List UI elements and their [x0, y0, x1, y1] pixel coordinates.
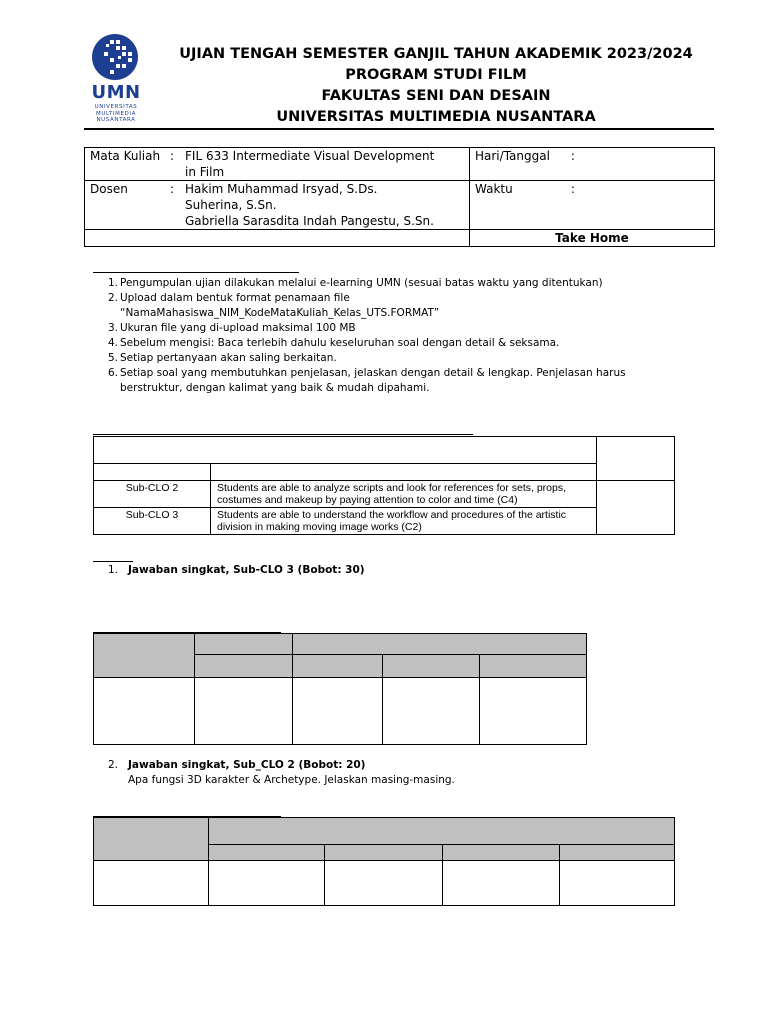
instruction-list	[108, 276, 648, 396]
lecturer-name: Suherina, S.Sn.	[185, 198, 277, 212]
time-label: Waktu	[475, 182, 513, 196]
header-divider	[84, 128, 714, 130]
question-1	[108, 563, 608, 578]
clo-description: Students are able to analyze scripts and look for references for sets, props, costumes and makeup by paying attention to color and time (C4)	[211, 481, 597, 508]
instruction-item	[108, 366, 648, 396]
rubric-header-cell	[94, 634, 195, 678]
logo-subtitle	[86, 104, 146, 124]
question-number: 1.	[108, 564, 119, 576]
item-number: 6.	[108, 367, 119, 379]
lecturer-cell	[85, 181, 470, 230]
rubric-grid-2	[93, 817, 675, 906]
umn-logo	[86, 34, 146, 126]
rubric-cell	[383, 678, 480, 745]
clo-subheader-cell	[94, 464, 211, 481]
section-rule	[93, 272, 299, 273]
course-label: Mata Kuliah	[90, 149, 161, 163]
date-cell	[470, 148, 715, 181]
rubric-header-cell	[195, 655, 293, 678]
rubric-header-cell	[383, 655, 480, 678]
rubric-cell	[443, 861, 560, 906]
colon: :	[170, 182, 175, 196]
colon: :	[570, 182, 575, 196]
clo-subheader-cell	[211, 464, 597, 481]
item-text: Setiap pertanyaan akan saling berkaitan.	[120, 352, 337, 364]
item-text: Ukuran file yang di-upload maksimal 100 MB	[120, 322, 356, 334]
rubric-header-cell	[209, 844, 325, 860]
rubric-cell	[209, 861, 325, 906]
rubric-cell	[195, 678, 293, 745]
question-title: Jawaban singkat, Sub_CLO 2 (Bobot: 20)	[128, 759, 366, 771]
lecturer-label: Dosen	[90, 182, 128, 196]
exam-mode: Take Home	[470, 230, 715, 247]
question-title: Jawaban singkat, Sub-CLO 3 (Bobot: 30)	[128, 564, 365, 576]
colon: :	[170, 149, 175, 163]
rubric-header-cell	[325, 844, 443, 860]
faculty-name: FAKULTAS SENI DAN DESAIN	[321, 88, 551, 104]
date-label: Hari/Tanggal	[475, 149, 550, 163]
logo-sub-line: MULTIMEDIA	[96, 110, 136, 117]
clo-side-cell	[597, 481, 675, 535]
lecturer-list	[185, 181, 434, 229]
instruction-item	[108, 276, 648, 291]
item-number: 2.	[108, 292, 119, 304]
question-2	[108, 758, 668, 788]
item-text: Upload dalam bentuk format penamaan file	[120, 292, 350, 304]
rubric-cell	[293, 678, 383, 745]
clo-description: Students are able to understand the workflow and procedures of the artistic division in making moving image works (C2)	[211, 508, 597, 535]
rubric-cell	[94, 678, 195, 745]
rubric-cell	[480, 678, 587, 745]
university-name: UNIVERSITAS MULTIMEDIA NUSANTARA	[276, 109, 596, 125]
instruction-item	[108, 306, 648, 321]
section-rule	[93, 561, 133, 562]
rubric-header-cell	[480, 655, 587, 678]
logo-sub-line: UNIVERSITAS	[94, 104, 138, 110]
rubric-cell	[325, 861, 443, 906]
logo-sub-line: NUSANTARA	[96, 117, 136, 123]
section-rule	[93, 434, 473, 435]
time-cell	[470, 181, 715, 230]
rubric-header-cell	[443, 844, 560, 860]
exam-info-table	[84, 147, 715, 247]
instruction-item	[108, 351, 648, 366]
item-text: Setiap soal yang membutuhkan penjelasan, jelaskan dengan detail & lengkap. Penjelasan harus berstruktur, dengan kalimat yang baik & mudah dipahami.	[120, 367, 626, 394]
item-text: Pengumpulan ujian dilakukan melalui e-learning UMN (sesuai batas waktu yang ditentukan)	[120, 277, 603, 289]
item-number: 4.	[108, 337, 119, 349]
rubric-grid-1	[93, 633, 587, 745]
program-name: PROGRAM STUDI FILM	[345, 67, 527, 83]
clo-side-cell	[597, 437, 675, 481]
rubric-header-cell	[209, 818, 675, 845]
question-body: Apa fungsi 3D karakter & Archetype. Jelaskan masing-masing.	[128, 774, 455, 786]
exam-title: UJIAN TENGAH SEMESTER GANJIL TAHUN AKADEMIK 2023/2024	[179, 46, 693, 62]
course-value: FIL 633 Intermediate Visual Development in Film	[185, 149, 435, 179]
rubric-header-cell	[560, 844, 675, 860]
lecturer-name: Hakim Muhammad Irsyad, S.Ds.	[185, 182, 378, 196]
rubric-header-cell	[293, 655, 383, 678]
item-number: 5.	[108, 352, 119, 364]
item-text: Sebelum mengisi: Baca terlebih dahulu keseluruhan soal dengan detail & seksama.	[120, 337, 560, 349]
clo-code: Sub-CLO 3	[94, 508, 211, 535]
rubric-cell	[560, 861, 675, 906]
rubric-header-cell	[195, 634, 293, 655]
clo-header-cell	[94, 437, 597, 464]
rubric-header-cell	[293, 634, 587, 655]
item-text: “NamaMahasiswa_NIM_KodeMataKuliah_Kelas_UTS.FORMAT”	[120, 307, 440, 319]
rubric-cell	[94, 861, 209, 906]
instruction-item	[108, 336, 648, 351]
lecturer-name: Gabriella Sarasdita Indah Pangestu, S.Sn.	[185, 214, 434, 228]
empty-cell	[85, 230, 470, 247]
exam-title-block	[155, 44, 717, 128]
clo-table	[93, 436, 675, 535]
question-number: 2.	[108, 759, 119, 771]
umn-logo-mark-icon	[92, 34, 138, 80]
instruction-item	[108, 321, 648, 336]
clo-code: Sub-CLO 2	[94, 481, 211, 508]
course-cell	[85, 148, 470, 181]
colon: :	[570, 149, 575, 163]
logo-brand: UMN	[91, 82, 141, 103]
item-number: 3.	[108, 322, 119, 334]
instruction-item	[108, 291, 648, 306]
rubric-header-cell	[94, 818, 209, 861]
item-number: 1.	[108, 277, 119, 289]
